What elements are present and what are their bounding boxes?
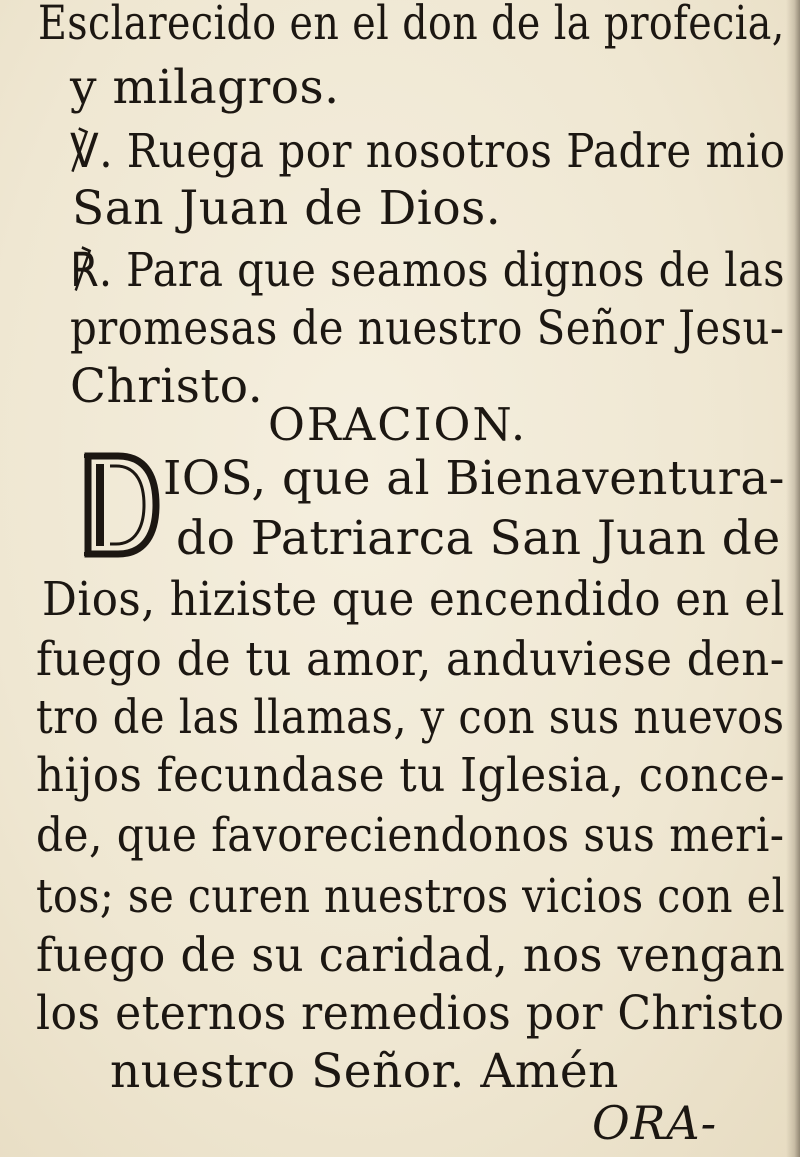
prayer-line: tro de las llamas, y con sus nuevos: [36, 690, 785, 745]
prayer-line: fuego de su caridad, nos vengan: [36, 928, 786, 983]
drop-cap-d: [80, 450, 160, 560]
catchword: ORA-: [592, 1096, 718, 1150]
prayer-line: fuego de tu amor, anduviese den-: [36, 632, 785, 687]
drop-cap-icon: [80, 450, 160, 560]
prayer-line: IOS, que al Bienaventura-: [163, 451, 785, 506]
prayer-line: de, que favoreciendonos sus meri-: [36, 808, 785, 863]
page-edge-shadow: [786, 0, 800, 1157]
text-line: Esclarecido en el don de la profecia,: [38, 0, 785, 51]
text-line: promesas de nuestro Señor Jesu-: [70, 301, 785, 356]
response-line: ℟. Para que seamos dignos de las: [70, 243, 786, 298]
section-heading: ORACION.: [268, 398, 528, 451]
text-line: San Juan de Dios.: [72, 181, 502, 236]
versicle-line: ℣. Ruega por nosotros Padre mio: [70, 124, 786, 179]
prayer-line: nuestro Señor. Amén: [110, 1044, 619, 1099]
prayer-line: Dios, hiziste que encendido en el: [42, 572, 785, 627]
text-line: y milagros.: [70, 60, 340, 115]
prayer-line: hijos fecundase tu Iglesia, conce-: [36, 748, 785, 803]
prayer-line: los eternos remedios por Christo: [36, 986, 785, 1041]
text-line: Christo.: [70, 359, 264, 414]
prayer-line: do Patriarca San Juan de: [176, 511, 781, 566]
prayer-line: tos; se curen nuestros vicios con el: [36, 869, 786, 924]
